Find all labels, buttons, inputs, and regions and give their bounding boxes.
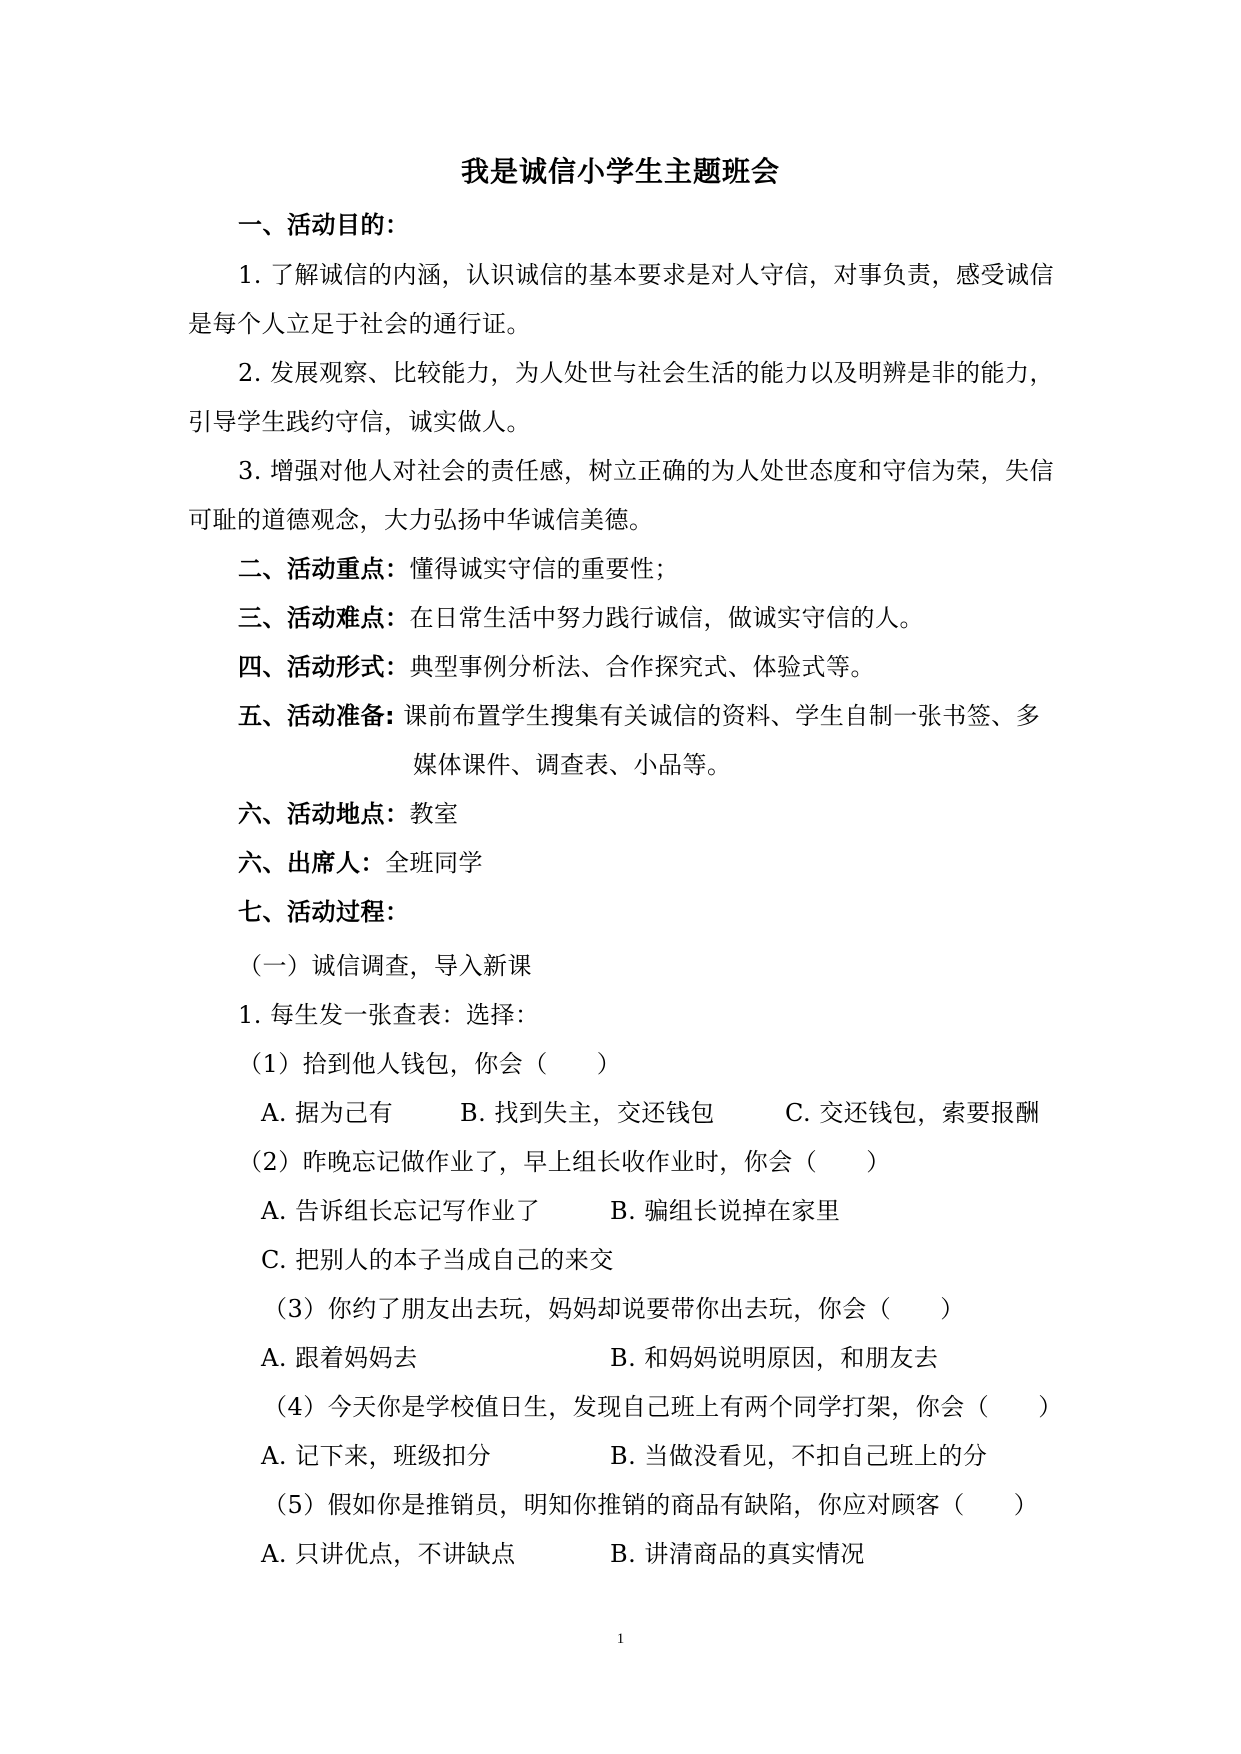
attendees-row: [238, 846, 483, 880]
question-5: （5）假如你是推销员，明知你推销的商品有缺陷，你应对顾客（ ）: [263, 1491, 1039, 1519]
q1-option-b: B. 找到失主，交还钱包: [460, 1099, 715, 1127]
focus-label: 二、活动重点：: [238, 555, 410, 583]
prep-row: [238, 699, 1040, 733]
q1-option-c: C. 交还钱包，索要报酬: [785, 1099, 1040, 1127]
goal-1-line2: 是每个人立足于社会的通行证。: [188, 310, 531, 338]
q4-option-a: A. 记下来，班级扣分: [261, 1442, 492, 1470]
goal-1-line1: 1. 了解诚信的内涵，认识诚信的基本要求是对人守信，对事负责，感受诚信: [238, 261, 1055, 289]
page-number: 1: [616, 1631, 625, 1647]
q2-option-c: C. 把别人的本子当成自己的来交: [261, 1246, 614, 1274]
prep-text-line1: 课前布置学生搜集有关诚信的资料、学生自制一张书签、多: [403, 702, 1041, 730]
process-heading: 七、活动过程：: [238, 898, 410, 926]
goal-heading: 一、活动目的：: [238, 211, 410, 239]
difficulty-label: 三、活动难点：: [238, 604, 410, 632]
attendees-label: 六、出席人：: [238, 849, 385, 877]
question-4: （4）今天你是学校值日生，发现自己班上有两个同学打架，你会（ ）: [263, 1393, 1063, 1421]
place-row: [238, 797, 459, 831]
question-2: （2）昨晚忘记做作业了，早上组长收作业时，你会（ ）: [238, 1148, 891, 1176]
goal-2-line1: 2. 发展观察、比较能力，为人处世与社会生活的能力以及明辨是非的能力，: [238, 359, 1055, 387]
focus-text: 懂得诚实守信的重要性；: [409, 555, 679, 583]
question-1: （1）拾到他人钱包，你会（ ）: [238, 1050, 622, 1078]
form-label: 四、活动形式：: [238, 653, 410, 681]
q2-option-b: B. 骗组长说掉在家里: [610, 1197, 841, 1225]
difficulty-text: 在日常生活中努力践行诚信，做诚实守信的人。: [409, 604, 924, 632]
form-text: 典型事例分析法、合作探究式、体验式等。: [409, 653, 875, 681]
survey-part-title: （一）诚信调查，导入新课: [238, 952, 532, 980]
q1-option-a: A. 据为己有: [261, 1099, 394, 1127]
focus-row: [238, 552, 679, 586]
place-label: 六、活动地点：: [238, 800, 410, 828]
prep-label: 五、活动准备:: [238, 702, 396, 730]
difficulty-row: [238, 601, 924, 635]
form-row: [238, 650, 875, 684]
question-3: （3）你约了朋友出去玩，妈妈却说要带你出去玩，你会（ ）: [263, 1295, 965, 1323]
attendees-text: 全班同学: [385, 849, 483, 877]
place-text: 教室: [409, 800, 459, 828]
q3-option-a: A. 跟着妈妈去: [261, 1344, 418, 1372]
page-title: 我是诚信小学生主题班会: [460, 155, 780, 188]
q4-option-b: B. 当做没看见，不扣自己班上的分: [610, 1442, 988, 1470]
q5-option-b: B. 讲清商品的真实情况: [610, 1540, 865, 1568]
q2-option-a: A. 告诉组长忘记写作业了: [261, 1197, 541, 1225]
goal-3-line1: 3. 增强对他人对社会的责任感，树立正确的为人处世态度和守信为荣，失信: [238, 457, 1055, 485]
survey-intro: 1. 每生发一张查表：选择：: [238, 1001, 540, 1029]
goal-2-line2: 引导学生践约守信，诚实做人。: [188, 408, 531, 436]
q3-option-b: B. 和妈妈说明原因，和朋友去: [610, 1344, 939, 1372]
prep-text-line2: 媒体课件、调查表、小品等。: [413, 751, 732, 779]
goal-3-line2: 可耻的道德观念，大力弘扬中华诚信美德。: [188, 506, 654, 534]
q5-option-a: A. 只讲优点，不讲缺点: [261, 1540, 516, 1568]
